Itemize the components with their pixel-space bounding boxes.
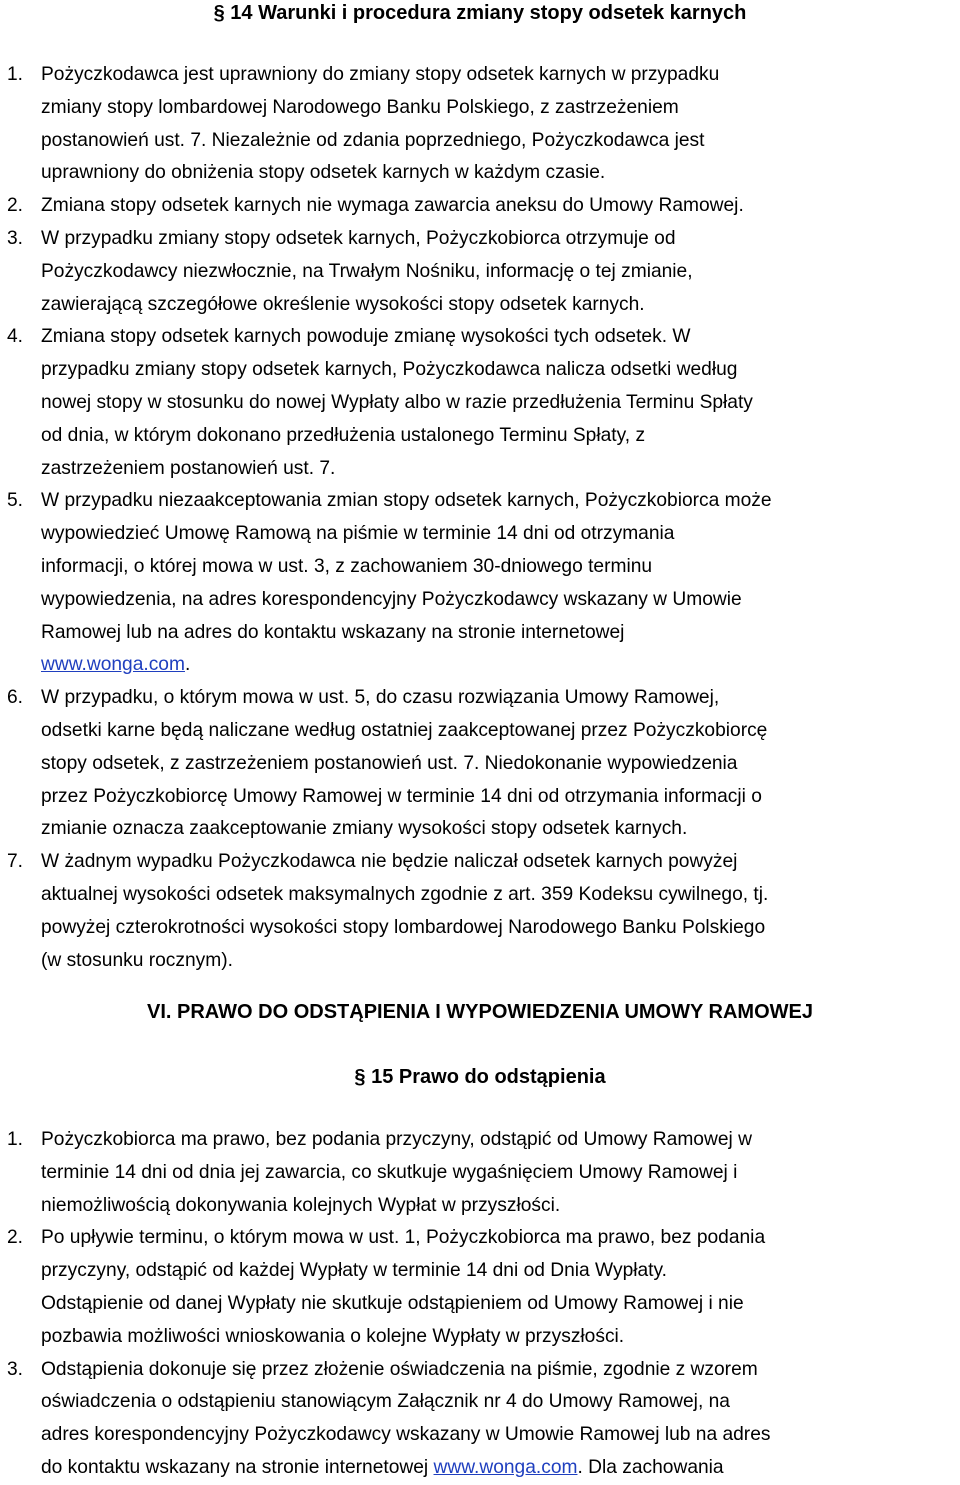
item-line: (w stosunku rocznym). bbox=[41, 949, 233, 971]
item-line: odsetki karne będą naliczane według ostatniej zaakceptowanej przez Pożyczkobiorcę bbox=[41, 719, 768, 741]
link-suffix: . bbox=[184, 654, 191, 676]
item-line: aktualnej wysokości odsetek maksymalnych zgodnie z art. 359 Kodeksu cywilnego, tj. bbox=[41, 883, 769, 905]
item-line: W przypadku, o którym mowa w ust. 5, do czasu rozwiązania Umowy Ramowej, bbox=[41, 687, 720, 709]
item-line: Odstąpienia dokonuje się przez złożenie oświadczenia na piśmie, zgodnie z wzorem bbox=[41, 1358, 758, 1380]
item-line: przypadku zmiany stopy odsetek karnych, Pożyczkodawca nalicza odsetki według bbox=[41, 359, 738, 381]
item-line: od dnia, w którym dokonano przedłużenia ustalonego Terminu Spłaty, z bbox=[41, 424, 646, 446]
link-prefix: do kontaktu wskazany na stronie internetowej bbox=[41, 1456, 434, 1478]
item-line: zawierającą szczegółowe określenie wysokości stopy odsetek karnych. bbox=[41, 293, 645, 315]
item-line: Pożyczkodawcy niezwłocznie, na Trwałym Nośniku, informację o tej zmianie, bbox=[41, 260, 693, 282]
list-item bbox=[0, 1124, 960, 1222]
item-number: 4. bbox=[7, 326, 24, 348]
item-line: W przypadku zmiany stopy odsetek karnych, Pożyczkobiorca otrzymuje od bbox=[41, 227, 676, 249]
list-item bbox=[0, 190, 960, 223]
item-line: postanowień ust. 7. Niezależnie od zdania poprzedniego, Pożyczkodawca jest bbox=[41, 129, 705, 151]
item-number: 1. bbox=[7, 64, 24, 85]
section-15-title: § 15 Prawo do odstąpienia bbox=[354, 1066, 606, 1088]
item-line-with-link bbox=[41, 649, 960, 682]
item-number: 3. bbox=[7, 1358, 24, 1380]
item-line: terminie 14 dni od dnia jej zawarcia, co skutkuje wygaśnięciem Umowy Ramowej i bbox=[41, 1161, 738, 1183]
item-number: 1. bbox=[7, 1129, 24, 1150]
list-item bbox=[0, 1222, 960, 1353]
item-line: Zmiana stopy odsetek karnych powoduje zmianę wysokości tych odsetek. W bbox=[41, 326, 691, 348]
section-15-list bbox=[0, 1124, 960, 1485]
wonga-link[interactable]: www.wonga.com bbox=[41, 654, 185, 676]
item-line: niemożliwością dokonywania kolejnych Wypłat w przyszłości. bbox=[41, 1194, 561, 1216]
item-line: wypowiedzenia, na adres korespondencyjny Pożyczkodawcy wskazany w Umowie bbox=[41, 588, 742, 610]
item-line: zmianie oznacza zaakceptowanie zmiany wysokości stopy odsetek karnych. bbox=[41, 818, 688, 840]
item-line: powyżej czterokrotności wysokości stopy lombardowej Narodowego Banku Polskiego bbox=[41, 916, 766, 938]
item-line: nowej stopy w stosunku do nowej Wypłaty albo w razie przedłużenia Terminu Spłaty bbox=[41, 391, 753, 413]
item-line: wypowiedzieć Umowę Ramową na piśmie w terminie 14 dni od otrzymania bbox=[41, 523, 675, 545]
link-suffix: . Dla zachowania bbox=[577, 1456, 724, 1478]
item-line: zmiany stopy lombardowej Narodowego Banku Polskiego, z zastrzeżeniem bbox=[41, 96, 679, 118]
item-number: 2. bbox=[7, 195, 24, 217]
list-item bbox=[0, 59, 960, 190]
item-line: Pożyczkodawca jest uprawniony do zmiany stopy odsetek karnych w przypadku bbox=[41, 64, 720, 85]
item-line: przez Pożyczkobiorcę Umowy Ramowej w terminie 14 dni od otrzymania informacji o bbox=[41, 785, 762, 807]
item-line-with-link bbox=[41, 1452, 960, 1485]
list-item bbox=[0, 321, 960, 485]
item-line: przyczyny, odstąpić od każdej Wypłaty w terminie 14 dni od Dnia Wypłaty. bbox=[41, 1260, 667, 1282]
item-line: adres korespondencyjny Pożyczkodawcy wskazany w Umowie Ramowej lub na adres bbox=[41, 1424, 771, 1446]
item-line: uprawniony do obniżenia stopy odsetek karnych w każdym czasie. bbox=[41, 162, 606, 184]
item-line: Zmiana stopy odsetek karnych nie wymaga zawarcia aneksu do Umowy Ramowej. bbox=[41, 195, 744, 217]
item-line: pozbawia możliwości wnioskowania o kolejne Wypłaty w przyszłości. bbox=[41, 1325, 625, 1347]
item-number: 3. bbox=[7, 227, 24, 249]
section-14-title: § 14 Warunki i procedura zmiany stopy odsetek karnych bbox=[213, 2, 747, 24]
item-line: stopy odsetek, z zastrzeżeniem postanowień ust. 7. Niedokonanie wypowiedzenia bbox=[41, 752, 738, 774]
item-line: Ramowej lub na adres do kontaktu wskazany na stronie internetowej bbox=[41, 621, 625, 643]
item-line: Po upływie terminu, o którym mowa w ust. 1, Pożyczkobiorca ma prawo, bez podania bbox=[41, 1227, 766, 1249]
list-item bbox=[0, 485, 960, 682]
item-number: 6. bbox=[7, 687, 24, 709]
list-item bbox=[0, 682, 960, 846]
item-line: W przypadku niezaakceptowania zmian stopy odsetek karnych, Pożyczkobiorca może bbox=[41, 490, 772, 512]
list-item bbox=[0, 223, 960, 321]
chapter-vi-title: VI. PRAWO DO ODSTĄPIENIA I WYPOWIEDZENIA UMOWY RAMOWEJ bbox=[147, 1001, 813, 1023]
item-line: Pożyczkobiorca ma prawo, bez podania przyczyny, odstąpić od Umowy Ramowej w bbox=[41, 1129, 752, 1150]
section-14-list bbox=[0, 59, 960, 977]
item-number: 7. bbox=[7, 851, 24, 873]
wonga-link[interactable]: www.wonga.com bbox=[433, 1456, 578, 1478]
item-line: Odstąpienie od danej Wypłaty nie skutkuje odstąpieniem od Umowy Ramowej i nie bbox=[41, 1292, 744, 1314]
item-number: 5. bbox=[7, 490, 24, 512]
list-item bbox=[0, 1354, 960, 1485]
item-line: W żadnym wypadku Pożyczkodawca nie będzie naliczał odsetek karnych powyżej bbox=[41, 851, 738, 873]
item-line: informacji, o której mowa w ust. 3, z zachowaniem 30-dniowego terminu bbox=[41, 555, 653, 577]
item-line: zastrzeżeniem postanowień ust. 7. bbox=[41, 457, 336, 479]
item-number: 2. bbox=[7, 1227, 24, 1249]
list-item bbox=[0, 846, 960, 977]
item-line: oświadczenia o odstąpieniu stanowiącym Załącznik nr 4 do Umowy Ramowej, na bbox=[41, 1391, 730, 1413]
